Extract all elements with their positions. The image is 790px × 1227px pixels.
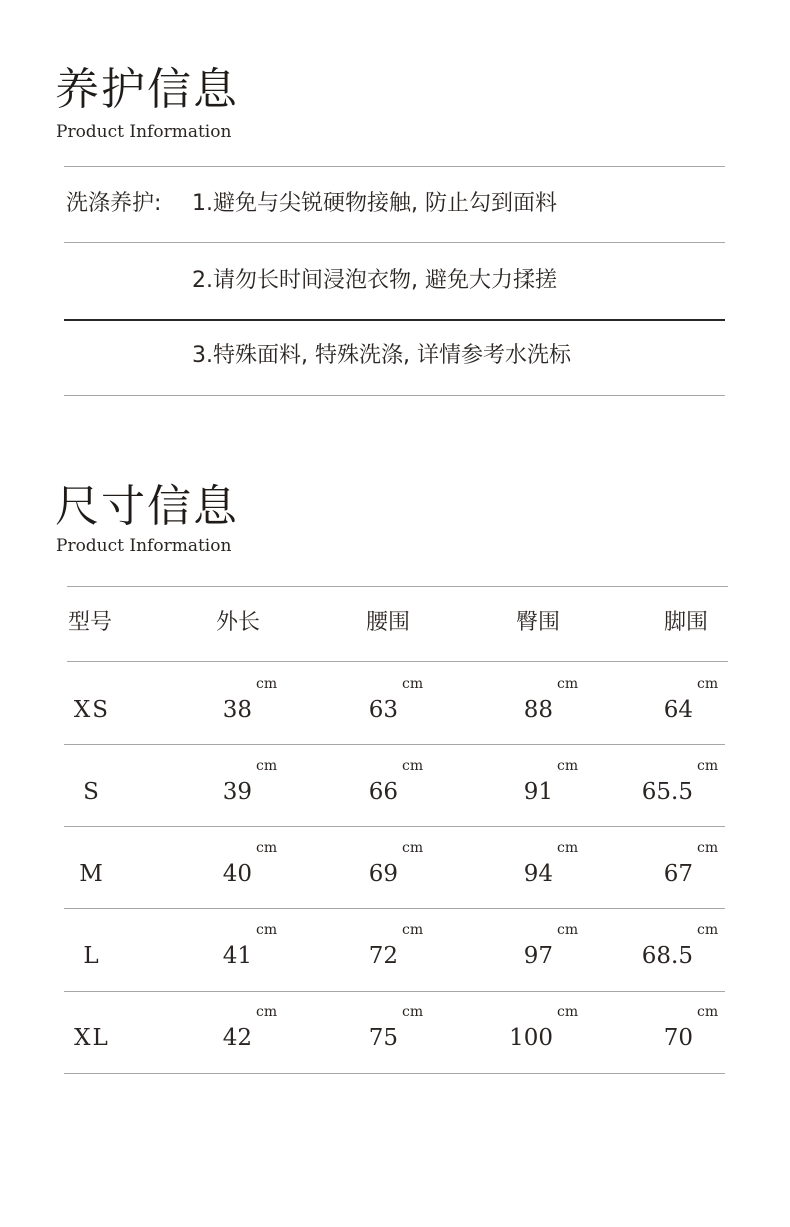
unit-label: cm — [697, 676, 719, 692]
measurement-value: 67 — [663, 861, 693, 887]
care-line-2: 2.请勿长时间浸泡衣物, 避免大力揉搓 — [192, 268, 557, 293]
unit-label: cm — [557, 1004, 579, 1020]
unit-label: cm — [697, 922, 719, 938]
measurement-value: 64 — [663, 697, 693, 723]
measurement-value: 91 — [523, 779, 553, 805]
table-row-divider — [64, 908, 725, 909]
size-table-top-border — [67, 586, 728, 587]
table-row-divider — [64, 744, 725, 745]
column-header-size: 型号 — [68, 610, 113, 635]
measurement-value: 66 — [368, 779, 398, 805]
care-title: 养护信息 — [55, 64, 239, 115]
column-header-hem: 脚围 — [664, 610, 709, 635]
unit-label: cm — [557, 758, 579, 774]
size-cell: M — [79, 861, 105, 887]
measurement-value: 88 — [523, 697, 553, 723]
measurement-value: 70 — [663, 1025, 693, 1051]
size-subtitle: Product Information — [56, 536, 232, 556]
size-cell: S — [83, 779, 101, 805]
measurement-value: 97 — [523, 943, 553, 969]
table-row-divider — [64, 826, 725, 827]
measurement-value: 41 — [222, 943, 252, 969]
unit-label: cm — [697, 1004, 719, 1020]
care-divider-top — [64, 166, 725, 167]
measurement-value: 63 — [368, 697, 398, 723]
care-label: 洗涤养护: — [66, 191, 162, 216]
column-header-hip: 臀围 — [516, 610, 561, 635]
unit-label: cm — [256, 1004, 278, 1020]
unit-label: cm — [402, 922, 424, 938]
table-row-divider — [64, 1073, 725, 1074]
unit-label: cm — [697, 758, 719, 774]
measurement-value: 39 — [222, 779, 252, 805]
measurement-value: 69 — [368, 861, 398, 887]
unit-label: cm — [256, 676, 278, 692]
measurement-value: 75 — [368, 1025, 398, 1051]
size-table-header-divider — [67, 661, 728, 662]
size-cell: XL — [74, 1025, 110, 1051]
table-row-divider — [64, 991, 725, 992]
size-cell: L — [83, 943, 101, 969]
unit-label: cm — [557, 840, 579, 856]
measurement-value: 38 — [222, 697, 252, 723]
size-cell: XS — [73, 697, 111, 723]
care-divider-2 — [64, 319, 725, 321]
measurement-value: 94 — [523, 861, 553, 887]
measurement-value: 42 — [222, 1025, 252, 1051]
unit-label: cm — [256, 758, 278, 774]
measurement-value: 65.5 — [641, 779, 693, 805]
column-header-outer-length: 外长 — [216, 610, 261, 635]
measurement-value: 100 — [509, 1025, 553, 1051]
care-line-3: 3.特殊面料, 特殊洗涤, 详情参考水洗标 — [192, 343, 571, 368]
unit-label: cm — [256, 840, 278, 856]
unit-label: cm — [557, 922, 579, 938]
unit-label: cm — [697, 840, 719, 856]
measurement-value: 40 — [222, 861, 252, 887]
unit-label: cm — [402, 1004, 424, 1020]
unit-label: cm — [402, 676, 424, 692]
measurement-value: 68.5 — [641, 943, 693, 969]
unit-label: cm — [402, 840, 424, 856]
size-title: 尺寸信息 — [55, 481, 239, 532]
measurement-value: 72 — [368, 943, 398, 969]
column-header-waist: 腰围 — [366, 610, 411, 635]
unit-label: cm — [256, 922, 278, 938]
care-divider-bottom — [64, 395, 725, 396]
unit-label: cm — [402, 758, 424, 774]
unit-label: cm — [557, 676, 579, 692]
care-subtitle: Product Information — [56, 122, 232, 142]
care-divider-1 — [64, 242, 725, 243]
care-line-1: 1.避免与尖锐硬物接触, 防止勾到面料 — [192, 191, 557, 216]
